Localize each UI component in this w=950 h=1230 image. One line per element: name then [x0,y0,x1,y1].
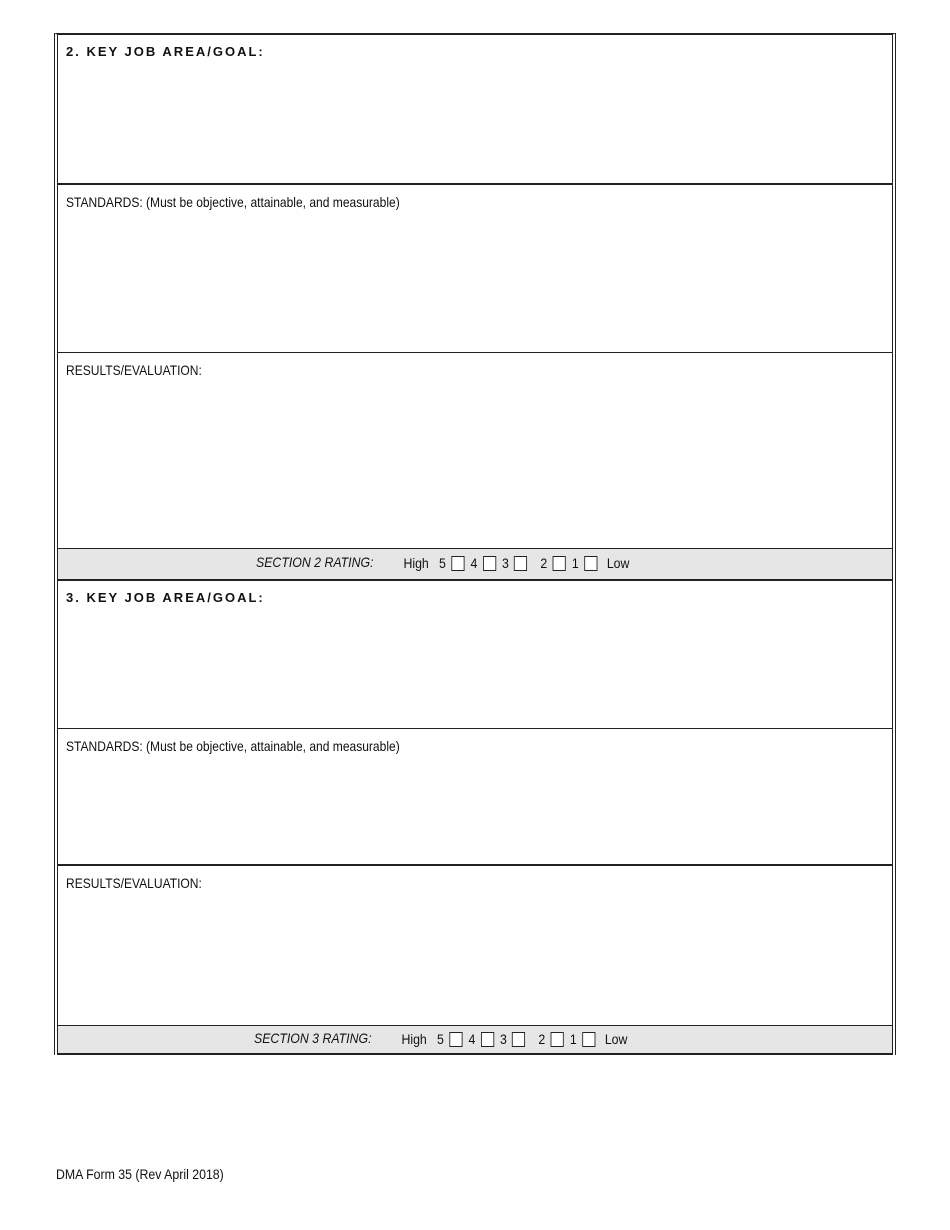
section-2-results-label: RESULTS/EVALUATION: [66,362,202,378]
section-3-results-label: RESULTS/EVALUATION: [66,875,202,891]
section-2-rating-title: SECTION 2 RATING: [256,554,374,570]
section-3-level-2-label: 2 [538,1031,546,1048]
section-3-rating-3-checkbox[interactable] [512,1032,525,1047]
section-2-level-2-label: 2 [540,555,548,572]
section-3-level-3-label: 3 [500,1031,507,1048]
section-2-level-3-label: 3 [502,555,509,572]
section-2-goal-field[interactable] [58,35,892,185]
section-3-level-4-label: 4 [468,1031,476,1048]
section-2-rating-5-checkbox[interactable] [451,556,464,571]
section-3-heading: 3. KEY JOB AREA/GOAL: [66,590,265,605]
section-3-standards-field[interactable] [58,729,892,866]
section-3-rating-title: SECTION 3 RATING: [254,1030,372,1046]
section-3-standards-label: STANDARDS: (Must be objective, attainable, and measurable) [66,738,400,754]
section-2-rating-row [58,549,892,581]
section-3-rating-2-checkbox[interactable] [551,1032,564,1047]
section-2-rating-3-checkbox[interactable] [514,556,527,571]
section-2-level-4-label: 4 [470,555,478,572]
section-3-level-1-label: 1 [569,1031,577,1048]
section-2-level-5-label: 5 [439,555,446,572]
section-2-heading: 2. KEY JOB AREA/GOAL: [66,44,265,59]
section-3-rating-1-checkbox[interactable] [582,1032,595,1047]
form-footer: DMA Form 35 (Rev April 2018) [56,1166,224,1182]
section-2-results-field[interactable] [58,353,892,549]
section-3-rating-4-checkbox[interactable] [481,1032,494,1047]
appraisal-form [54,33,896,1055]
section-3-rating-high: High [401,1031,427,1048]
section-2-rating-high: High [403,555,429,572]
section-2-standards-label: STANDARDS: (Must be objective, attainable, and measurable) [66,194,400,210]
section-3-rating-5-checkbox[interactable] [449,1032,462,1047]
section-3-goal-field[interactable] [58,581,892,729]
section-3-rating-row [58,1026,892,1055]
section-3 [54,581,896,1055]
section-2-level-1-label: 1 [571,555,579,572]
section-2-rating-2-checkbox[interactable] [553,556,566,571]
section-2-standards-field[interactable] [58,185,892,353]
section-2-rating-1-checkbox[interactable] [584,556,597,571]
section-2-rating-low: Low [606,555,630,572]
section-3-rating-low: Low [604,1031,628,1048]
section-2-rating-4-checkbox[interactable] [483,556,496,571]
section-3-level-5-label: 5 [437,1031,444,1048]
section-2 [54,33,896,581]
section-3-results-field[interactable] [58,866,892,1026]
